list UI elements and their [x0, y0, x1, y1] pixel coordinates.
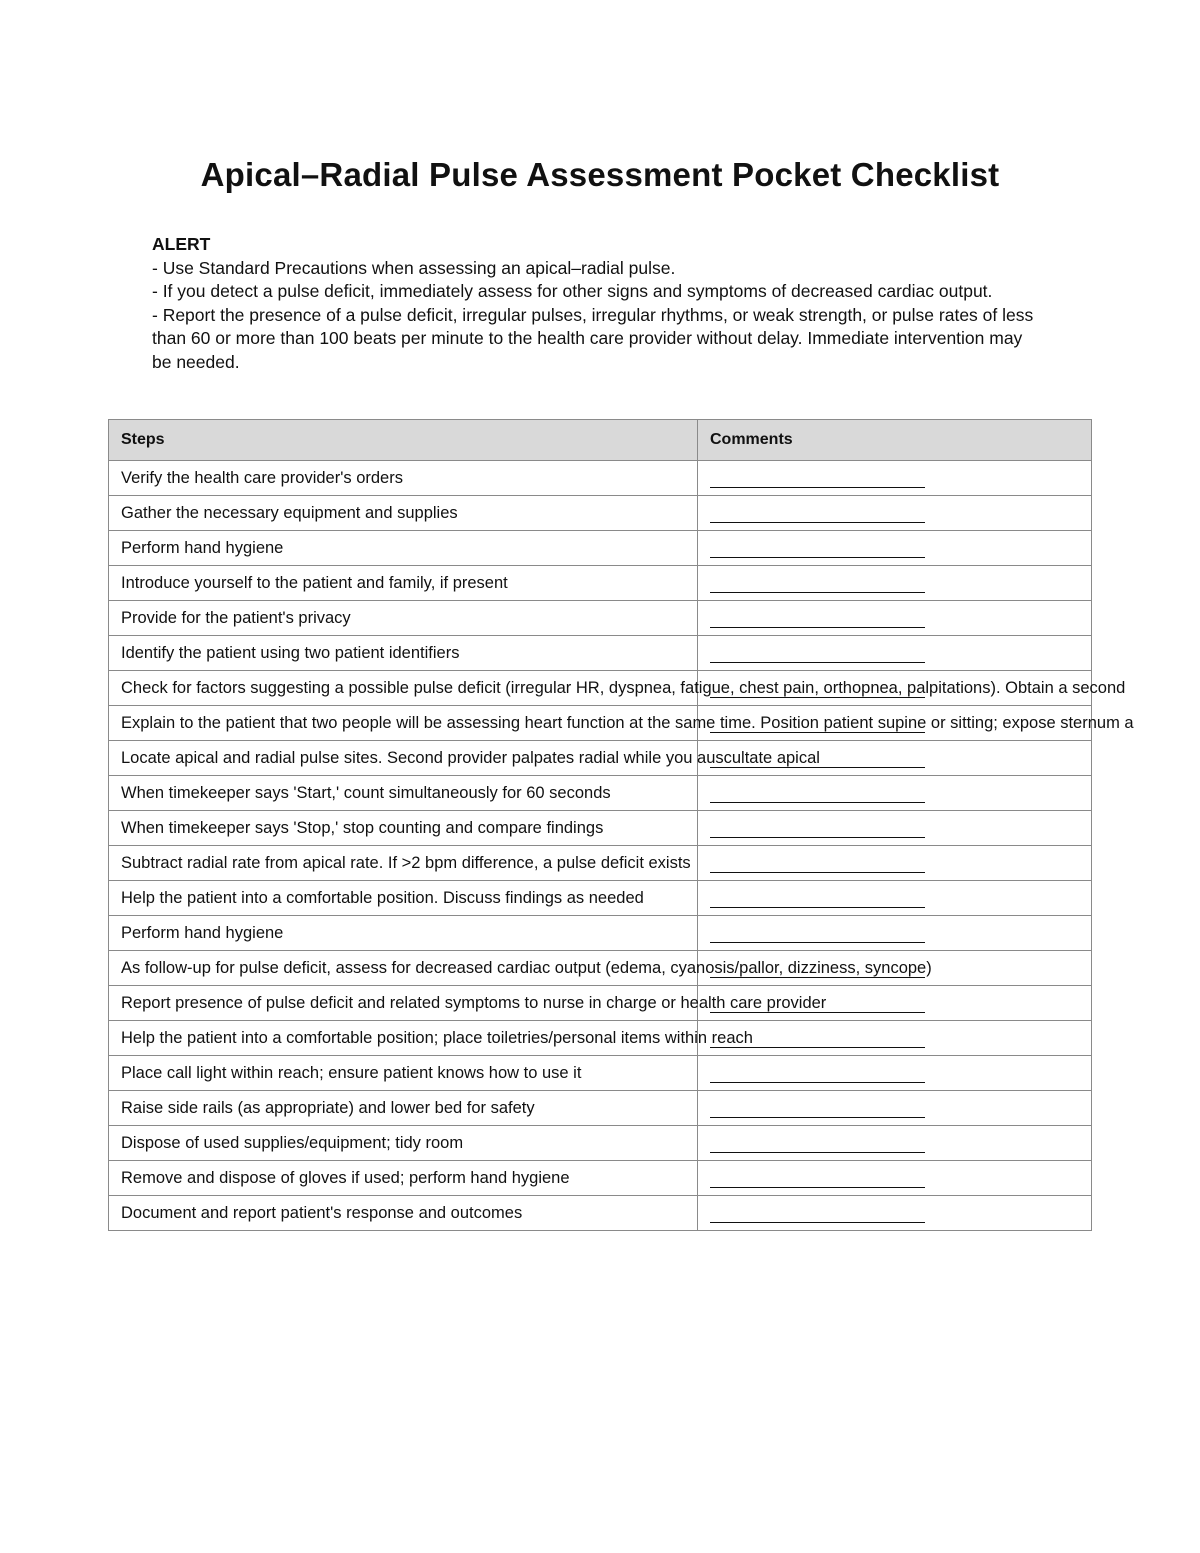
alert-line: - If you detect a pulse deficit, immediately assess for other signs and symptoms of decreased cardiac output. — [152, 281, 993, 301]
step-cell: Help the patient into a comfortable position; place toiletries/personal items within reach — [109, 1021, 698, 1056]
comment-cell — [698, 881, 1092, 916]
table-row — [109, 1056, 1092, 1091]
comment-cell — [698, 1091, 1092, 1126]
comment-blank-line[interactable] — [710, 823, 925, 838]
step-cell: Provide for the patient's privacy — [109, 601, 698, 636]
table-row — [109, 461, 1092, 496]
comment-blank-line[interactable] — [710, 788, 925, 803]
step-cell: Explain to the patient that two people will be assessing heart function at the same time. Position patient supine or sitting; expose sternum a — [109, 706, 698, 741]
step-cell: Remove and dispose of gloves if used; perform hand hygiene — [109, 1161, 698, 1196]
comment-blank-line[interactable] — [710, 1068, 925, 1083]
comment-blank-line[interactable] — [710, 1033, 925, 1048]
table-row — [109, 741, 1092, 776]
step-cell: Verify the health care provider's orders — [109, 461, 698, 496]
comment-blank-line[interactable] — [710, 1103, 925, 1118]
table-row — [109, 531, 1092, 566]
comment-cell — [698, 951, 1092, 986]
alert-line: - Report the presence of a pulse deficit, irregular pulses, irregular rhythms, or weak strength, or pulse rates of less than 60 or more than 100 beats per minute to the health care provider without delay. Immediate intervention may be needed. — [152, 304, 1034, 372]
comments-column-header: Comments — [698, 420, 1092, 461]
table-row — [109, 846, 1092, 881]
comment-cell — [698, 636, 1092, 671]
step-cell: Locate apical and radial pulse sites. Second provider palpates radial while you auscultate apical — [109, 741, 698, 776]
comment-blank-line[interactable] — [710, 858, 925, 873]
step-cell: Perform hand hygiene — [109, 916, 698, 951]
page-title: Apical–Radial Pulse Assessment Pocket Checklist — [200, 156, 1000, 193]
step-cell: Check for factors suggesting a possible pulse deficit (irregular HR, dyspnea, fatigue, chest pain, orthopnea, palpitations). Obtain a second — [109, 671, 698, 706]
table-row — [109, 496, 1092, 531]
table-row — [109, 636, 1092, 671]
comment-blank-line[interactable] — [710, 613, 925, 628]
comment-cell — [698, 531, 1092, 566]
step-cell: When timekeeper says 'Stop,' stop counting and compare findings — [109, 811, 698, 846]
comment-cell — [698, 811, 1092, 846]
step-cell: Document and report patient's response and outcomes — [109, 1196, 698, 1231]
comment-cell — [698, 496, 1092, 531]
comment-blank-line[interactable] — [710, 578, 925, 593]
comment-cell — [698, 1021, 1092, 1056]
comment-blank-line[interactable] — [710, 1138, 925, 1153]
step-cell: Perform hand hygiene — [109, 531, 698, 566]
checklist-body — [109, 461, 1134, 1231]
comment-cell — [698, 916, 1092, 951]
comment-blank-line[interactable] — [710, 473, 925, 488]
checklist-table — [108, 419, 1134, 1231]
step-cell: Raise side rails (as appropriate) and lower bed for safety — [109, 1091, 698, 1126]
comment-cell — [698, 1126, 1092, 1161]
comment-blank-line[interactable] — [710, 893, 925, 908]
comment-blank-line[interactable] — [710, 718, 925, 733]
comment-blank-line[interactable] — [710, 543, 925, 558]
step-cell: Subtract radial rate from apical rate. If >2 bpm difference, a pulse deficit exists — [109, 846, 698, 881]
step-cell: When timekeeper says 'Start,' count simultaneously for 60 seconds — [109, 776, 698, 811]
comment-cell — [698, 741, 1092, 776]
table-row — [109, 566, 1092, 601]
step-cell: As follow-up for pulse deficit, assess for decreased cardiac output (edema, cyanosis/pallor, dizziness, syncope) — [109, 951, 698, 986]
comment-blank-line[interactable] — [710, 1208, 925, 1223]
comment-cell — [698, 1196, 1092, 1231]
step-cell: Dispose of used supplies/equipment; tidy room — [109, 1126, 698, 1161]
alert-line: - Use Standard Precautions when assessing an apical–radial pulse. — [152, 257, 676, 278]
comment-cell — [698, 461, 1092, 496]
comment-cell — [698, 601, 1092, 636]
step-cell: Identify the patient using two patient identifiers — [109, 636, 698, 671]
table-row — [109, 986, 1092, 1021]
comment-cell — [698, 776, 1092, 811]
comment-blank-line[interactable] — [710, 928, 925, 943]
step-cell: Introduce yourself to the patient and family, if present — [109, 566, 698, 601]
comment-cell — [698, 1056, 1092, 1091]
comment-blank-line[interactable] — [710, 648, 925, 663]
table-row — [109, 951, 1092, 986]
comment-blank-line[interactable] — [710, 998, 925, 1013]
step-cell: Place call light within reach; ensure patient knows how to use it — [109, 1056, 698, 1091]
alert-heading: ALERT — [152, 234, 211, 254]
table-row — [109, 881, 1092, 916]
table-row — [109, 1161, 1092, 1196]
comment-blank-line[interactable] — [710, 1173, 925, 1188]
steps-column-header: Steps — [109, 420, 698, 461]
table-row — [109, 671, 1092, 706]
comment-blank-line[interactable] — [710, 683, 925, 698]
table-row — [109, 601, 1092, 636]
comment-blank-line[interactable] — [710, 753, 925, 768]
table-row — [109, 1196, 1092, 1231]
alert-block — [152, 233, 1042, 374]
table-row — [109, 1126, 1092, 1161]
comment-cell — [698, 1161, 1092, 1196]
table-row — [109, 706, 1092, 741]
table-header-row — [109, 420, 1092, 461]
comment-blank-line[interactable] — [710, 963, 925, 978]
table-row — [109, 1021, 1092, 1056]
comment-cell — [698, 846, 1092, 881]
step-cell: Report presence of pulse deficit and related symptoms to nurse in charge or health care provider — [109, 986, 698, 1021]
table-row — [109, 1091, 1092, 1126]
step-cell: Help the patient into a comfortable position. Discuss findings as needed — [109, 881, 698, 916]
comment-cell — [698, 986, 1092, 1021]
comment-cell — [698, 566, 1092, 601]
table-row — [109, 916, 1092, 951]
step-cell: Gather the necessary equipment and supplies — [109, 496, 698, 531]
table-row — [109, 776, 1092, 811]
comment-blank-line[interactable] — [710, 508, 925, 523]
table-row — [109, 811, 1092, 846]
